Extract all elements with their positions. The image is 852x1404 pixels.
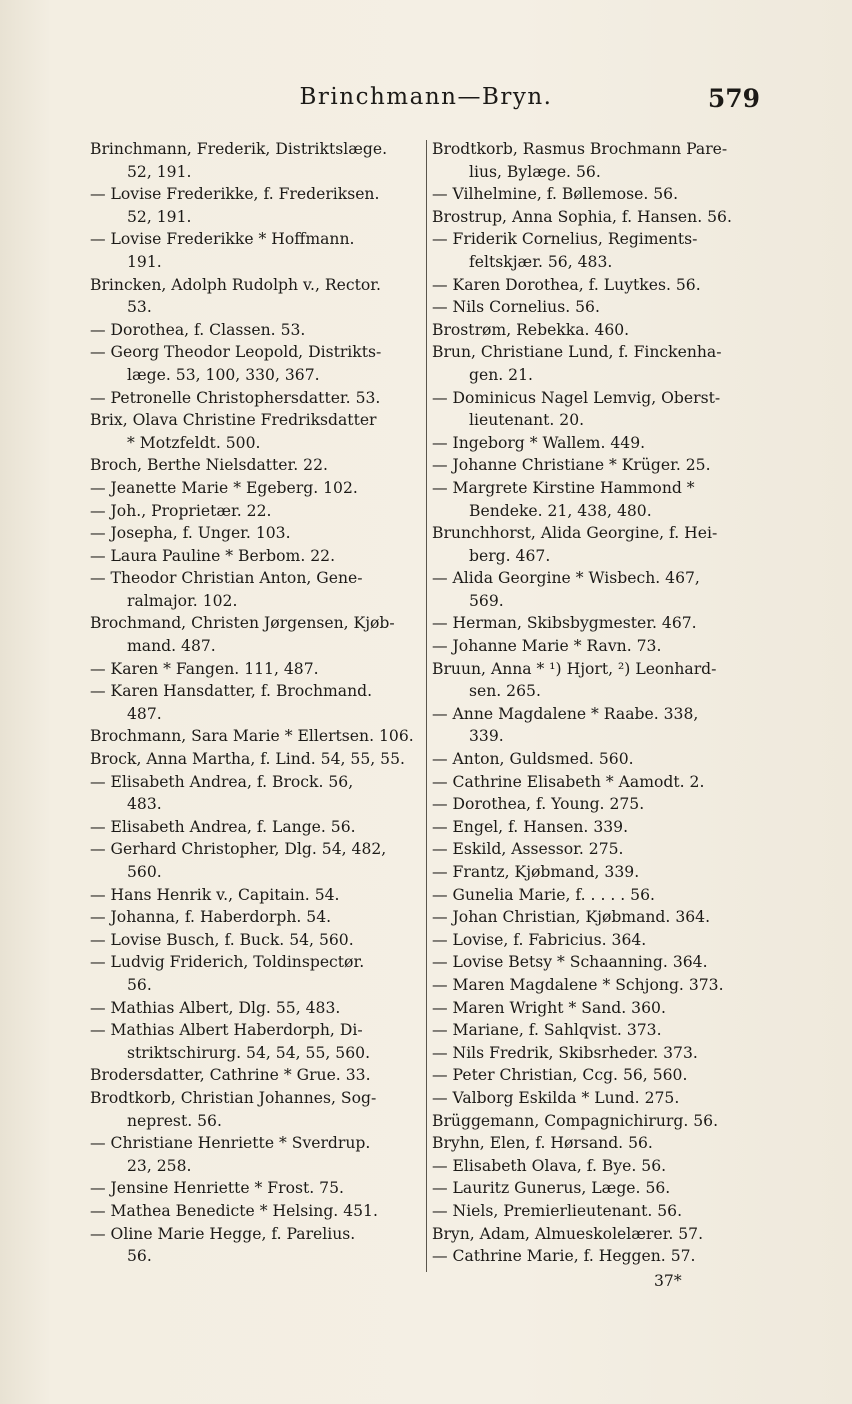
index-entry-line: — Mariane, f. Sahlqvist. 373. (432, 1021, 662, 1040)
index-entry (90, 680, 420, 725)
index-entry (432, 1019, 764, 1042)
index-entry (90, 1132, 420, 1177)
index-entry (90, 409, 420, 454)
index-entry-line: — Margrete Kirstine Hammond * (432, 478, 695, 497)
index-entry-line: * Motzfeldt. 500. (127, 433, 261, 452)
index-entry-line: — Anne Magdalene * Raabe. 338, (432, 704, 699, 723)
index-entry (432, 612, 764, 635)
index-entry-line: — Ingeborg * Wallem. 449. (432, 433, 646, 452)
index-entry (432, 838, 764, 861)
index-entry (432, 1087, 764, 1110)
index-entry (90, 545, 420, 568)
index-entry-line: — Friderik Cornelius, Regiments- (432, 230, 698, 249)
index-entry (432, 274, 764, 297)
index-entry (90, 500, 420, 523)
index-entry (432, 884, 764, 907)
index-entry-line: — Elisabeth Olava, f. Bye. 56. (432, 1156, 667, 1175)
index-entry (432, 748, 764, 771)
index-entry (432, 703, 764, 748)
index-entry-line: lieutenant. 20. (469, 411, 585, 430)
index-entry-line: 23, 258. (127, 1156, 192, 1175)
index-entry (432, 319, 764, 342)
index-entry-line: — Hans Henrik v., Capitain. 54. (90, 885, 340, 904)
index-entry-line: — Elisabeth Andrea, f. Lange. 56. (90, 817, 356, 836)
index-entry (90, 183, 420, 228)
index-entry-line: — Herman, Skibsbygmester. 467. (432, 614, 697, 633)
index-entry (432, 341, 764, 386)
index-entry-line: 53. (127, 298, 152, 317)
signature-mark: 37* (654, 1272, 682, 1290)
index-entry-line: berg. 467. (469, 546, 551, 565)
index-entry-line: — Lovise Busch, f. Buck. 54, 560. (90, 930, 354, 949)
index-entry-line: — Eskild, Assessor. 275. (432, 840, 624, 859)
index-entry-line: ralmajor. 102. (127, 591, 238, 610)
index-entry-line: Brodtkorb, Christian Johannes, Sog- (90, 1088, 377, 1107)
index-entry-line: — Engel, f. Hansen. 339. (432, 817, 629, 836)
index-entry (90, 612, 420, 657)
index-entry (432, 477, 764, 522)
index-entry (432, 771, 764, 794)
index-entry-line: Brunchhorst, Alida Georgine, f. Hei- (432, 524, 718, 543)
index-entry (90, 274, 420, 319)
index-entry-line: — Frantz, Kjøbmand, 339. (432, 863, 640, 881)
index-entry-line: — Jeanette Marie * Egeberg. 102. (90, 478, 358, 497)
index-entry-line: gen. 21. (469, 365, 533, 384)
running-header (0, 80, 852, 120)
index-entry-line: — Johanne Marie * Ravn. 73. (432, 637, 662, 656)
index-entry-line: — Dorothea, f. Young. 275. (432, 795, 645, 814)
index-entry (432, 567, 764, 612)
index-entry (432, 1245, 764, 1268)
index-entry-line: Broch, Berthe Nielsdatter. 22. (90, 456, 328, 475)
page-number: 579 (707, 84, 760, 113)
index-entry-line: — Jensine Henriette * Frost. 75. (90, 1179, 344, 1198)
index-entry-line: — Theodor Christian Anton, Gene- (90, 569, 363, 588)
index-entry (90, 319, 420, 342)
index-entry-line: Brun, Christiane Lund, f. Finckenha- (432, 343, 722, 362)
index-entry (90, 1087, 420, 1132)
index-entry-line: 56. (127, 975, 152, 994)
page-title: Brinchmann—Bryn. (299, 84, 553, 110)
index-entry (90, 929, 420, 952)
index-entry (432, 793, 764, 816)
index-entry-line: — Lovise Frederikke * Hoffmann. (90, 230, 355, 249)
index-entry (90, 1200, 420, 1223)
index-entry-line: Brochmann, Sara Marie * Ellertsen. 106. (90, 727, 414, 746)
index-entry-line: Brostrøm, Rebekka. 460. (432, 320, 630, 339)
index-entry (432, 296, 764, 319)
index-entry-line: — Karen * Fangen. 111, 487. (90, 659, 319, 678)
index-entry (90, 906, 420, 929)
index-entry (90, 454, 420, 477)
index-entry-line: — Lauritz Gunerus, Læge. 56. (432, 1179, 671, 1198)
index-entry (90, 884, 420, 907)
index-entry (432, 635, 764, 658)
index-entry-line: — Lovise Betsy * Schaanning. 364. (432, 953, 708, 972)
index-entry-line: Brock, Anna Martha, f. Lind. 54, 55, 55. (90, 750, 405, 769)
index-entry-line: 52, 191. (127, 162, 192, 181)
index-entry (432, 228, 764, 273)
index-entry-line: — Nils Fredrik, Skibsrheder. 373. (432, 1043, 698, 1062)
index-entry-line: Bruun, Anna * ¹) Hjort, ²) Leonhard- (432, 659, 717, 678)
index-entry-line: — Mathias Albert, Dlg. 55, 483. (90, 998, 341, 1017)
index-entry-line: mand. 487. (127, 637, 216, 656)
index-entry (90, 748, 420, 771)
index-entry (90, 816, 420, 839)
index-entry (90, 567, 420, 612)
index-entry (432, 1132, 764, 1155)
index-entry-line: 560. (127, 863, 162, 881)
index-entry-line: — Dominicus Nagel Lemvig, Oberst- (432, 388, 721, 407)
index-entry-line: — Johanne Christiane * Krüger. 25. (432, 456, 711, 475)
index-entry-line: Brinchmann, Frederik, Distriktslæge. (90, 140, 388, 158)
index-entry-line: 483. (127, 795, 162, 814)
index-entry (432, 454, 764, 477)
index-entry (90, 951, 420, 996)
index-entry-line: — Lovise, f. Fabricius. 364. (432, 930, 647, 949)
index-entry (90, 658, 420, 681)
index-entry (432, 658, 764, 703)
index-entry-line: 191. (127, 252, 162, 271)
index-entry (432, 206, 764, 229)
index-entry (432, 138, 764, 183)
index-entry-line: — Joh., Proprietær. 22. (90, 501, 272, 520)
index-entry-line: feltskjær. 56, 483. (469, 252, 613, 271)
index-entry-line: — Peter Christian, Ccg. 56, 560. (432, 1066, 688, 1085)
index-entry-line: 56. (127, 1247, 152, 1266)
index-entry (90, 477, 420, 500)
index-entry (90, 1177, 420, 1200)
index-entry-line: — Lovise Frederikke, f. Frederiksen. (90, 185, 380, 204)
index-entry (432, 387, 764, 432)
index-entry-line: — Ludvig Friderich, Toldinspectør. (90, 953, 365, 972)
index-entry-line: — Georg Theodor Leopold, Distrikts- (90, 343, 382, 362)
index-entry (432, 861, 764, 884)
index-entry (432, 974, 764, 997)
index-entry-line: — Mathias Albert Haberdorph, Di- (90, 1021, 363, 1040)
index-entry (432, 1110, 764, 1133)
index-entry (90, 387, 420, 410)
index-entry (90, 771, 420, 816)
index-entry-line: — Cathrine Elisabeth * Aamodt. 2. (432, 772, 705, 791)
index-entry-line: Bendeke. 21, 438, 480. (469, 501, 652, 520)
index-column-right (432, 138, 764, 1268)
index-entry-line: — Josepha, f. Unger. 103. (90, 524, 291, 543)
index-entry-line: — Gerhard Christopher, Dlg. 54, 482, (90, 840, 387, 859)
index-entry (432, 1200, 764, 1223)
index-entry (432, 929, 764, 952)
index-entry-line: — Karen Hansdatter, f. Brochmand. (90, 682, 373, 701)
index-entry-line: — Johan Christian, Kjøbmand. 364. (432, 908, 711, 927)
index-entry (90, 1019, 420, 1064)
index-entry (90, 997, 420, 1020)
index-entry-line: — Karen Dorothea, f. Luytkes. 56. (432, 275, 701, 294)
index-entry (90, 838, 420, 883)
index-entry-line: læge. 53, 100, 330, 367. (127, 365, 320, 384)
index-entry-line: Brodtkorb, Rasmus Brochmann Pare- (432, 140, 728, 158)
index-entry-line: — Petronelle Christophersdatter. 53. (90, 388, 381, 407)
index-entry-line: — Gunelia Marie, f. . . . . 56. (432, 885, 655, 904)
index-entry (432, 1223, 764, 1246)
index-entry (432, 1177, 764, 1200)
index-entry-line: — Johanna, f. Haberdorph. 54. (90, 908, 332, 927)
index-entry (90, 522, 420, 545)
index-entry (90, 1064, 420, 1087)
index-entry (432, 816, 764, 839)
index-entry-line: — Christiane Henriette * Sverdrup. (90, 1134, 371, 1153)
index-entry (432, 1064, 764, 1087)
index-entry (90, 1223, 420, 1268)
index-entry-line: — Elisabeth Andrea, f. Brock. 56, (90, 772, 354, 791)
index-entry-line: lius, Bylæge. 56. (469, 162, 601, 181)
index-entry-line: Brodersdatter, Cathrine * Grue. 33. (90, 1066, 371, 1085)
column-divider (426, 140, 427, 1272)
index-entry (90, 341, 420, 386)
index-entry-line: Brüggemann, Compagnichirurg. 56. (432, 1111, 719, 1130)
index-entry-line: Bryn, Adam, Almueskolelærer. 57. (432, 1224, 704, 1243)
index-entry (432, 183, 764, 206)
index-entry (90, 725, 420, 748)
index-entry-line: sen. 265. (469, 682, 541, 701)
index-entry-line: 52, 191. (127, 207, 192, 226)
index-entry (90, 228, 420, 273)
index-entry-line: Brincken, Adolph Rudolph v., Rector. (90, 275, 381, 294)
index-entry-line: — Anton, Guldsmed. 560. (432, 750, 634, 769)
index-entry (90, 138, 420, 183)
index-entry-line: — Vilhelmine, f. Bøllemose. 56. (432, 185, 679, 204)
index-entry-line: — Alida Georgine * Wisbech. 467, (432, 569, 700, 588)
index-entry-line: — Niels, Premierlieutenant. 56. (432, 1201, 683, 1220)
index-entry-line: — Cathrine Marie, f. Heggen. 57. (432, 1247, 696, 1266)
index-entry-line: — Oline Marie Hegge, f. Parelius. (90, 1224, 356, 1243)
index-entry (432, 522, 764, 567)
index-entry-line: Bryhn, Elen, f. Hørsand. 56. (432, 1134, 653, 1153)
index-entry (432, 1155, 764, 1178)
index-entry (432, 951, 764, 974)
index-entry (432, 432, 764, 455)
index-entry-line: Brochmand, Christen Jørgensen, Kjøb- (90, 614, 395, 633)
index-entry-line: neprest. 56. (127, 1111, 222, 1130)
index-column-left (90, 138, 420, 1268)
index-entry-line: 339. (469, 727, 504, 746)
index-entry-line: — Dorothea, f. Classen. 53. (90, 320, 306, 339)
index-entry (432, 906, 764, 929)
index-entry-line: 569. (469, 591, 504, 610)
index-entry-line: — Laura Pauline * Berbom. 22. (90, 546, 336, 565)
index-entry-line: Brostrup, Anna Sophia, f. Hansen. 56. (432, 207, 732, 226)
index-entry-line: — Valborg Eskilda * Lund. 275. (432, 1088, 680, 1107)
index-entry-line: — Nils Cornelius. 56. (432, 298, 600, 317)
index-entry-line: — Maren Wright * Sand. 360. (432, 998, 666, 1017)
index-entry-line: Brix, Olava Christine Fredriksdatter (90, 411, 377, 430)
index-entry-line: striktschirurg. 54, 54, 55, 560. (127, 1043, 371, 1062)
index-entry (432, 1042, 764, 1065)
index-entry-line: — Mathea Benedicte * Helsing. 451. (90, 1201, 378, 1220)
index-entry-line: 487. (127, 704, 162, 723)
index-entry-line: — Maren Magdalene * Schjong. 373. (432, 975, 724, 994)
index-entry (432, 997, 764, 1020)
